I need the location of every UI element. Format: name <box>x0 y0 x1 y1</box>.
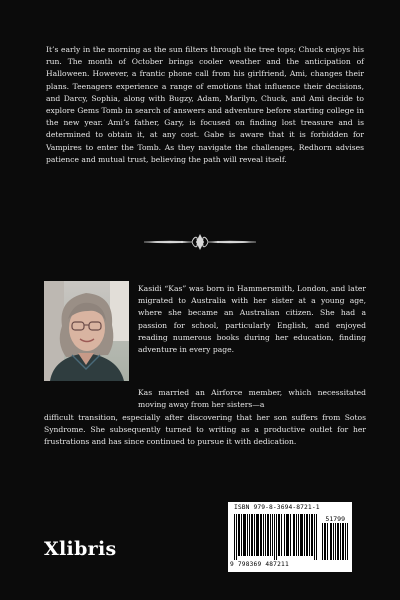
author-bio-paragraph-2-start: Kas married an Airforce member, which necessitated moving away from her sisters—a <box>138 388 366 410</box>
ean-bars <box>234 514 318 560</box>
isbn-label: ISBN 979-8-3694-8721-1 <box>234 504 320 511</box>
ean-digits: 9 798369 487211 <box>230 561 289 568</box>
author-photo <box>44 281 129 381</box>
book-blurb: It’s early in the morning as the sun filters through the tree tops; Chuck enjoys his run. The month of October brings cooler weather and the anticipation of Halloween. However, a frantic phone call from his girlfriend, Ami, changes their plans. Teenagers experience a range of emotions that influence their decisions, and Darcy, Sophia, along with Bugzy, Adam, Marilyn, Chuck, and Ami decide to explore Gems Tomb in search of answers and adventure before starting college in the new year. Ami’s father, Gary, is focused on finding lost treasure and is determined to obtain it, at any cost. Gabe is aware that it is forbidden for Vampires to enter the Tomb. As they navigate the challenges, Redhorn advises patience and mutual trust, believing the path will reveal itself. <box>46 45 364 164</box>
price-addon-bars <box>322 523 348 560</box>
author-bio-paragraph-1: Kasidi “Kas” was born in Hammersmith, London, and later migrated to Australia with her sister at a young age, where she became an Australian citizen. She had a passion for school, particularly English, and enjoyed reading numerous books during her education, finding adventure in every page. <box>138 284 366 355</box>
author-bio-paragraph-2-rest: difficult transition, especially after discovering that her son suffers from Sotos Syndrome. She subsequently turned to writing as a productive outlet for her frustrations and has since continued to pursue it with dedication. <box>44 413 366 447</box>
isbn-barcode <box>228 502 352 572</box>
publisher-logo: Xlibris <box>44 538 117 560</box>
ornamental-divider <box>142 231 258 253</box>
price-code: 51799 <box>325 515 345 523</box>
